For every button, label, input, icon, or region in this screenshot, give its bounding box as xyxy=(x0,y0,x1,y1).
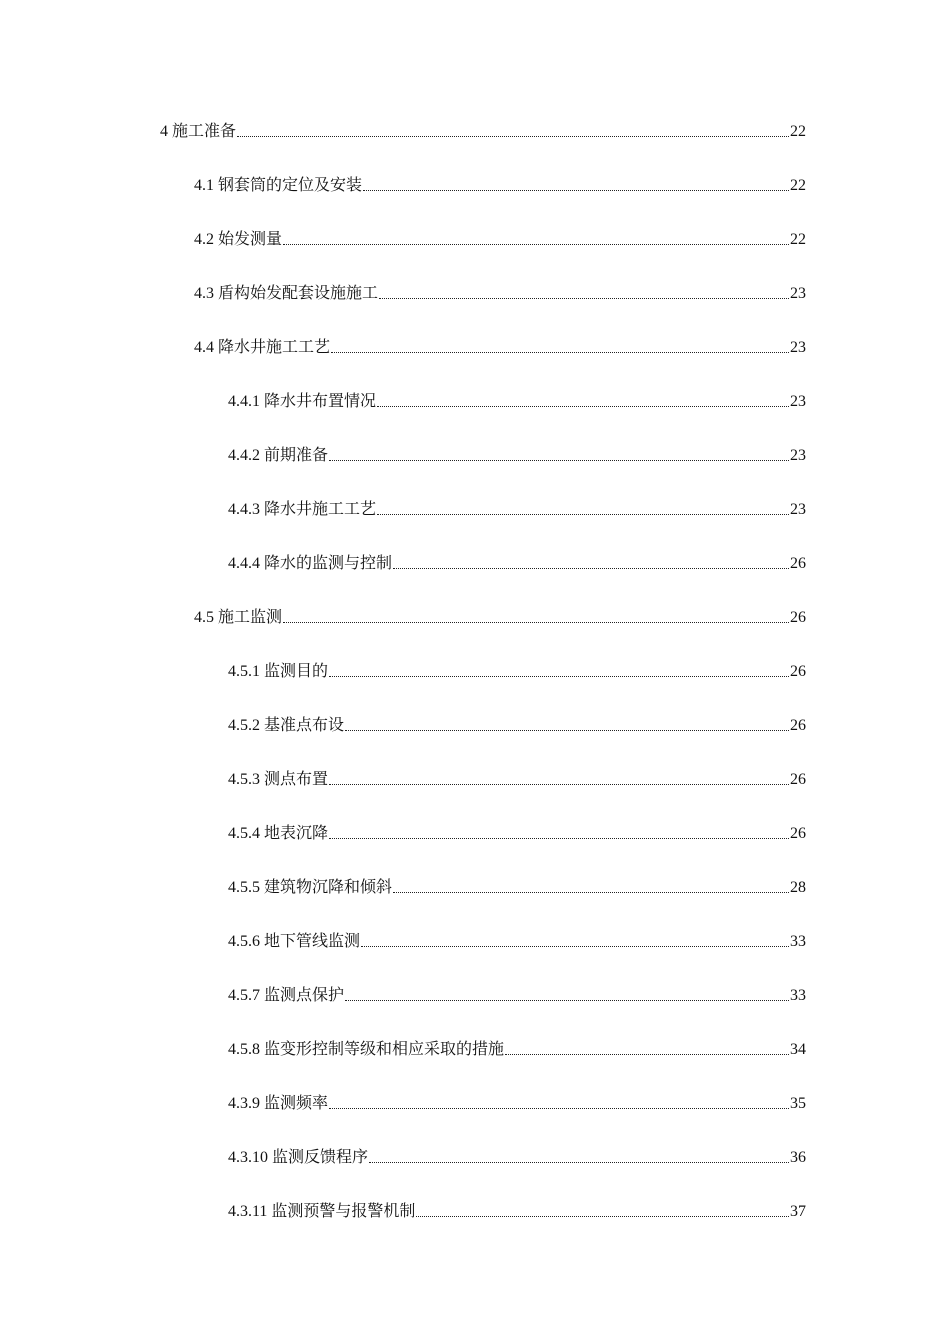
toc-entry-number: 4.1 xyxy=(194,177,214,194)
toc-entry[interactable] xyxy=(228,982,806,1006)
toc-entry[interactable] xyxy=(228,1144,806,1168)
toc-entry-title: 监测预警与报警机制 xyxy=(271,1201,416,1220)
toc-entry-number: 4.4.4 xyxy=(228,555,260,572)
toc-entry-title: 降水的监测与控制 xyxy=(264,553,393,572)
toc-entry[interactable] xyxy=(228,496,806,520)
toc-entry-title: 始发测量 xyxy=(218,229,283,248)
toc-entry-number: 4.5.6 xyxy=(228,933,260,950)
toc-entry-title: 前期准备 xyxy=(264,445,329,464)
toc-entry-page: 26 xyxy=(790,825,806,842)
toc-entry-page: 26 xyxy=(790,771,806,788)
toc-entry-title: 监测反馈程序 xyxy=(272,1147,369,1166)
toc-entry[interactable] xyxy=(228,550,806,574)
toc-entry-title: 监测点保护 xyxy=(264,985,345,1004)
toc-dot-leader xyxy=(331,352,789,353)
toc-entry-title: 测点布置 xyxy=(264,769,329,788)
toc-entry-title: 建筑物沉降和倾斜 xyxy=(264,877,393,896)
toc-entry[interactable] xyxy=(228,442,806,466)
toc-entry[interactable] xyxy=(228,1036,806,1060)
toc-entry[interactable] xyxy=(228,712,806,736)
toc-dot-leader xyxy=(345,1000,789,1001)
toc-entry-page: 34 xyxy=(790,1041,806,1058)
toc-entry[interactable] xyxy=(228,766,806,790)
toc-entry[interactable] xyxy=(228,874,806,898)
toc-entry[interactable] xyxy=(228,928,806,952)
toc-entry[interactable] xyxy=(194,172,806,196)
toc-entry-title: 施工监测 xyxy=(218,607,283,626)
toc-entry-page: 26 xyxy=(790,717,806,734)
toc-entry-title: 降水井施工工艺 xyxy=(218,337,331,356)
toc-dot-leader xyxy=(505,1054,789,1055)
toc-dot-leader xyxy=(329,1108,789,1109)
toc-entry-title: 地表沉降 xyxy=(264,823,329,842)
toc-entry[interactable] xyxy=(194,226,806,250)
toc-entry-number: 4.2 xyxy=(194,231,214,248)
toc-dot-leader xyxy=(283,622,789,623)
toc-entry-number: 4.5.3 xyxy=(228,771,260,788)
toc-entry[interactable] xyxy=(160,118,806,142)
toc-entry-number: 4.5.2 xyxy=(228,717,260,734)
toc-entry-page: 26 xyxy=(790,555,806,572)
toc-dot-leader xyxy=(393,892,789,893)
toc-entry-number: 4.5.5 xyxy=(228,879,260,896)
toc-entry[interactable] xyxy=(228,1198,806,1222)
toc-entry-page: 33 xyxy=(790,933,806,950)
toc-dot-leader xyxy=(416,1216,789,1217)
toc-entry-number: 4.5.8 xyxy=(228,1041,260,1058)
toc-entry-number: 4.5 xyxy=(194,609,214,626)
toc-entry-number: 4.3 xyxy=(194,285,214,302)
toc-entry-page: 23 xyxy=(790,393,806,410)
toc-entry-page: 23 xyxy=(790,339,806,356)
toc-dot-leader xyxy=(377,514,789,515)
toc-entry-page: 23 xyxy=(790,501,806,518)
toc-entry-number: 4.5.4 xyxy=(228,825,260,842)
toc-entry-title: 降水井施工工艺 xyxy=(264,499,377,518)
toc-dot-leader xyxy=(329,460,789,461)
toc-entry-title: 钢套筒的定位及安装 xyxy=(218,175,363,194)
toc-entry-page: 23 xyxy=(790,285,806,302)
toc-entry-page: 22 xyxy=(790,177,806,194)
toc-entry-number: 4.5.7 xyxy=(228,987,260,1004)
toc-entry-page: 36 xyxy=(790,1149,806,1166)
toc-entry[interactable] xyxy=(228,1090,806,1114)
toc-entry[interactable] xyxy=(228,658,806,682)
toc-entry-title: 降水井布置情况 xyxy=(264,391,377,410)
toc-entry-number: 4.4.1 xyxy=(228,393,260,410)
toc-entry[interactable] xyxy=(228,820,806,844)
toc-dot-leader xyxy=(363,190,789,191)
toc-entry-title: 监变形控制等级和相应采取的措施 xyxy=(264,1039,505,1058)
toc-dot-leader xyxy=(345,730,789,731)
toc-entry-page: 23 xyxy=(790,447,806,464)
toc-entry-page: 33 xyxy=(790,987,806,1004)
toc-entry-title: 施工准备 xyxy=(172,121,237,140)
toc-entry[interactable] xyxy=(194,334,806,358)
toc-entry-number: 4.4 xyxy=(194,339,214,356)
toc-entry-number: 4.3.10 xyxy=(228,1149,268,1166)
toc-entry[interactable] xyxy=(194,280,806,304)
toc-dot-leader xyxy=(329,838,789,839)
toc-entry-page: 26 xyxy=(790,663,806,680)
toc-entry-number: 4.3.11 xyxy=(228,1203,268,1220)
toc-entry-number: 4.4.3 xyxy=(228,501,260,518)
toc-dot-leader xyxy=(379,298,789,299)
toc-entry-page: 26 xyxy=(790,609,806,626)
toc-entry-page: 28 xyxy=(790,879,806,896)
toc-entry-number: 4 xyxy=(160,123,168,140)
toc-dot-leader xyxy=(377,406,789,407)
toc-dot-leader xyxy=(393,568,789,569)
toc-entry[interactable] xyxy=(194,604,806,628)
toc-entry-title: 监测目的 xyxy=(264,661,329,680)
toc-dot-leader xyxy=(329,784,789,785)
toc-entry-title: 监测频率 xyxy=(264,1093,329,1112)
toc-entry-page: 35 xyxy=(790,1095,806,1112)
toc-entry-title: 基准点布设 xyxy=(264,715,345,734)
toc-entry-page: 22 xyxy=(790,231,806,248)
toc-entry[interactable] xyxy=(228,388,806,412)
toc-entry-number: 4.4.2 xyxy=(228,447,260,464)
toc-dot-leader xyxy=(369,1162,789,1163)
toc-entry-title: 盾构始发配套设施施工 xyxy=(218,283,379,302)
toc-dot-leader xyxy=(283,244,789,245)
toc-dot-leader xyxy=(329,676,789,677)
toc-dot-leader xyxy=(237,136,789,137)
toc-entry-page: 37 xyxy=(790,1203,806,1220)
toc-entry-number: 4.5.1 xyxy=(228,663,260,680)
toc-entry-number: 4.3.9 xyxy=(228,1095,260,1112)
toc-dot-leader xyxy=(361,946,789,947)
toc-entry-page: 22 xyxy=(790,123,806,140)
toc-entry-title: 地下管线监测 xyxy=(264,931,361,950)
